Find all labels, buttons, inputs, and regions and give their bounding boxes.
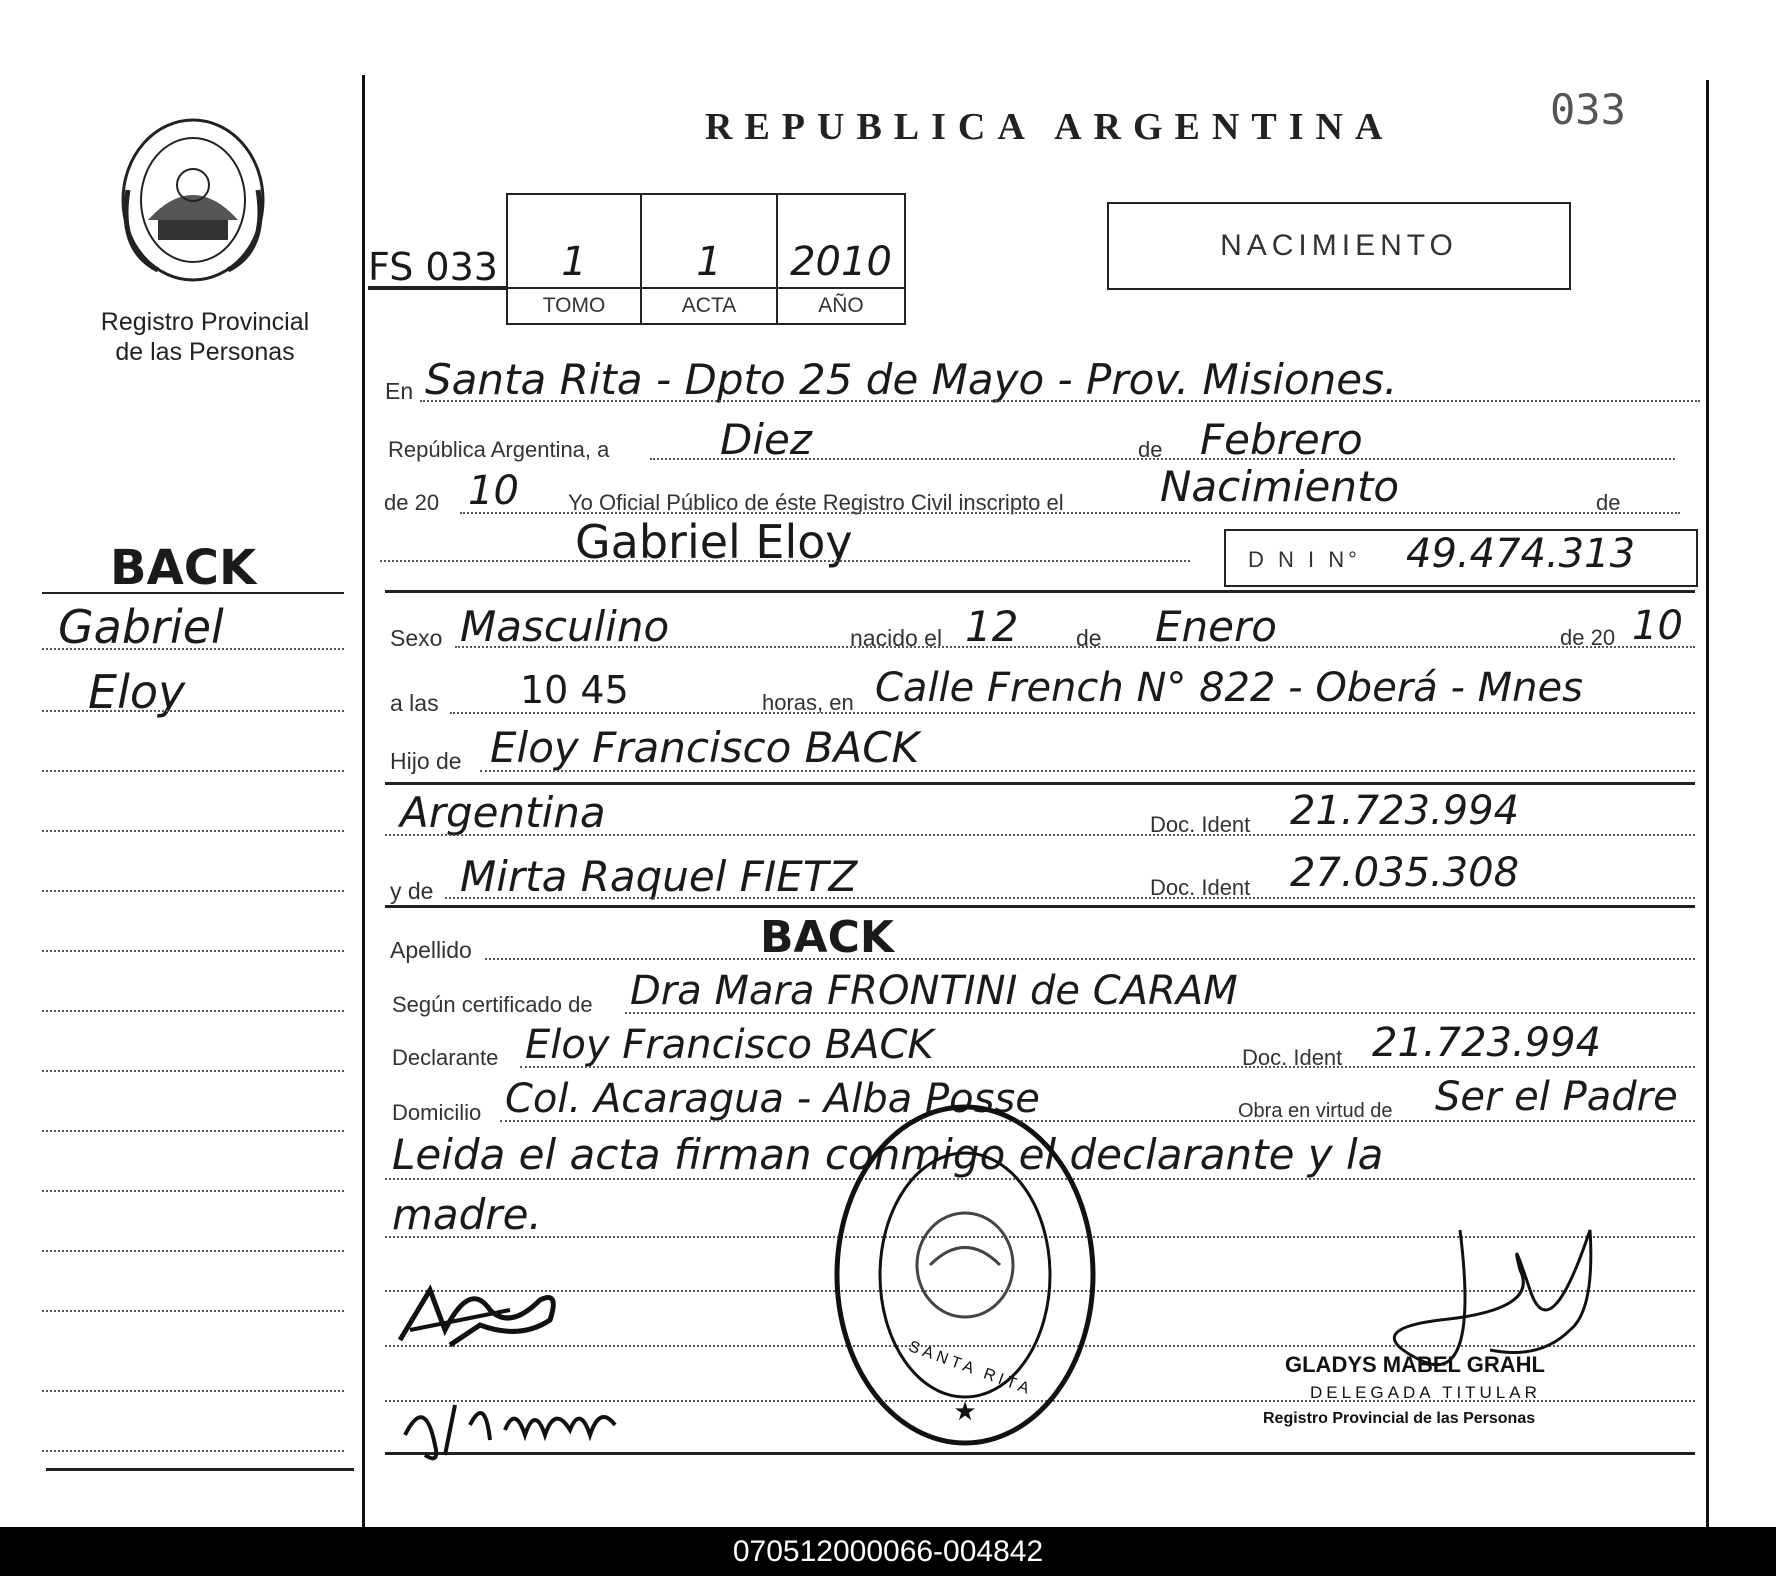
place-value: Santa Rita - Dpto 25 de Mayo - Prov. Misiones. [425,355,1398,404]
page-number: 033 [1550,85,1626,134]
margin-line [42,830,344,832]
section-divider [385,782,1695,785]
label-obra: Obra en virtud de [1238,1100,1393,1122]
folio-number: FS 033 [368,245,498,289]
margin-given1: Gabriel [58,600,224,654]
acta-value: 1 [696,239,722,285]
section-divider [385,590,1695,593]
acta-label: ACTA [642,287,776,323]
line [380,560,1190,562]
margin-line [42,950,344,952]
margin-surname: BACK [110,540,257,596]
father-nationality: Argentina [400,788,606,837]
document-code: 070512000066-004842 [0,1527,1776,1576]
folio-underline [368,286,506,290]
line [625,1012,1695,1014]
margin-line [42,710,344,712]
label-republica: República Argentina, a [388,437,610,462]
type-value: Nacimiento [1160,462,1400,511]
label-horas-en: horas, en [762,690,854,715]
note-line1: Leida el acta firman conmigo el declarante y la [392,1130,1384,1179]
label-de3: de [1076,625,1102,651]
label-declarante: Declarante [392,1045,499,1070]
label-de-20: de 20 [384,490,440,515]
day-value: Diez [720,415,812,464]
label-y-de: y de [390,878,434,904]
line [455,646,1695,648]
margin-line [42,1390,344,1392]
label-nacido: nacido el [850,625,943,651]
note-line2: madre. [392,1190,542,1239]
registry-name-line1: Registro Provincial [100,308,310,336]
child-name: Gabriel Eloy [575,515,853,569]
month-value: Febrero [1200,415,1363,464]
line [385,834,1695,836]
margin-bottom-line [46,1468,354,1471]
label-sexo: Sexo [390,625,443,651]
signature-mother [395,1385,635,1465]
label-de2: de [1596,490,1621,515]
label-doc-ident2: Doc. Ident [1150,875,1251,900]
country-title: REPUBLICA ARGENTINA [705,106,1395,148]
margin-line [42,770,344,772]
declarant-doc: 21.723.994 [1372,1020,1602,1066]
label-doc-ident1: Doc. Ident [1150,812,1251,837]
acta-box [640,193,778,325]
margin-line [42,1010,344,1012]
section-divider [385,905,1695,908]
label-apellido: Apellido [390,937,472,963]
line [520,1066,1695,1068]
declarant-name: Eloy Francisco BACK [525,1022,934,1068]
act-type: NACIMIENTO [1220,229,1458,262]
official-oval-stamp [830,1100,1100,1450]
line [420,400,1700,402]
left-frame-line [362,75,365,1527]
sex-value: Masculino [460,602,670,651]
ano-box [776,193,906,325]
certificate-value: Dra Mara FRONTINI de CARAM [630,968,1238,1014]
tomo-value: 1 [561,239,587,285]
line [480,770,1695,772]
surname-value: BACK [760,912,894,963]
birth-hour: 10 45 [520,668,629,712]
margin-line [42,890,344,892]
birth-month: Enero [1155,602,1277,651]
margin-given2: Eloy [88,665,186,719]
ano-value: 2010 [790,239,892,285]
provincial-seal-logo [118,110,268,285]
label-doc-ident3: Doc. Ident [1242,1045,1343,1070]
official-title: DELEGADA TITULAR [1310,1383,1541,1402]
dni-value: 49.474.313 [1406,531,1636,577]
tomo-label: TOMO [508,287,640,323]
signature-official [1340,1210,1620,1410]
label-de: de [1138,437,1163,462]
official-registry: Registro Provincial de las Personas [1263,1410,1536,1427]
birth-place: Calle French N° 822 - Oberá - Mnes [875,665,1583,711]
mother-doc: 27.035.308 [1290,850,1520,896]
label-en: En [385,378,414,404]
dni-label: D N I N° [1248,547,1361,572]
obra-value: Ser el Padre [1435,1074,1678,1120]
label-yo-oficial: Yo Oficial Público de éste Registro Civil inscripto el [568,490,1064,515]
dni-box [1224,529,1698,587]
label-domicilio: Domicilio [392,1100,482,1125]
father-doc: 21.723.994 [1290,788,1520,834]
birth-day: 12 [965,602,1019,651]
label-de-20b: de 20 [1560,625,1616,650]
margin-line [42,1190,344,1192]
act-type-box [1107,202,1571,290]
line [460,512,1680,514]
margin-line [42,1070,344,1072]
right-frame-line [1706,80,1709,1527]
year-value: 10 [468,468,519,514]
margin-divider [42,592,344,594]
line [450,712,1695,714]
svg-text:★: ★ [953,1397,977,1427]
label-a-las: a las [390,690,439,716]
label-segun: Según certificado de [392,992,593,1017]
line [445,897,1695,899]
father-name: Eloy Francisco BACK [490,723,920,772]
mother-name: Mirta Raquel FIETZ [460,852,858,901]
birth-year: 10 [1632,603,1683,649]
line [650,458,1675,460]
address-value: Col. Acaragua - Alba Posse [505,1076,1040,1122]
margin-line [42,1310,344,1312]
signature-declarant [390,1270,570,1360]
margin-line [42,648,344,650]
ano-label: AÑO [778,287,904,323]
margin-line [42,1250,344,1252]
label-hijo-de: Hijo de [390,748,462,774]
tomo-box [506,193,642,325]
margin-line [42,1130,344,1132]
margin-line [42,1450,344,1452]
stamp-center-text: SANTA RITA [906,1338,1036,1399]
registry-name-line2: de las Personas [115,338,295,366]
line [485,958,1695,960]
official-name: GLADYS MABEL GRAHL [1285,1352,1545,1377]
